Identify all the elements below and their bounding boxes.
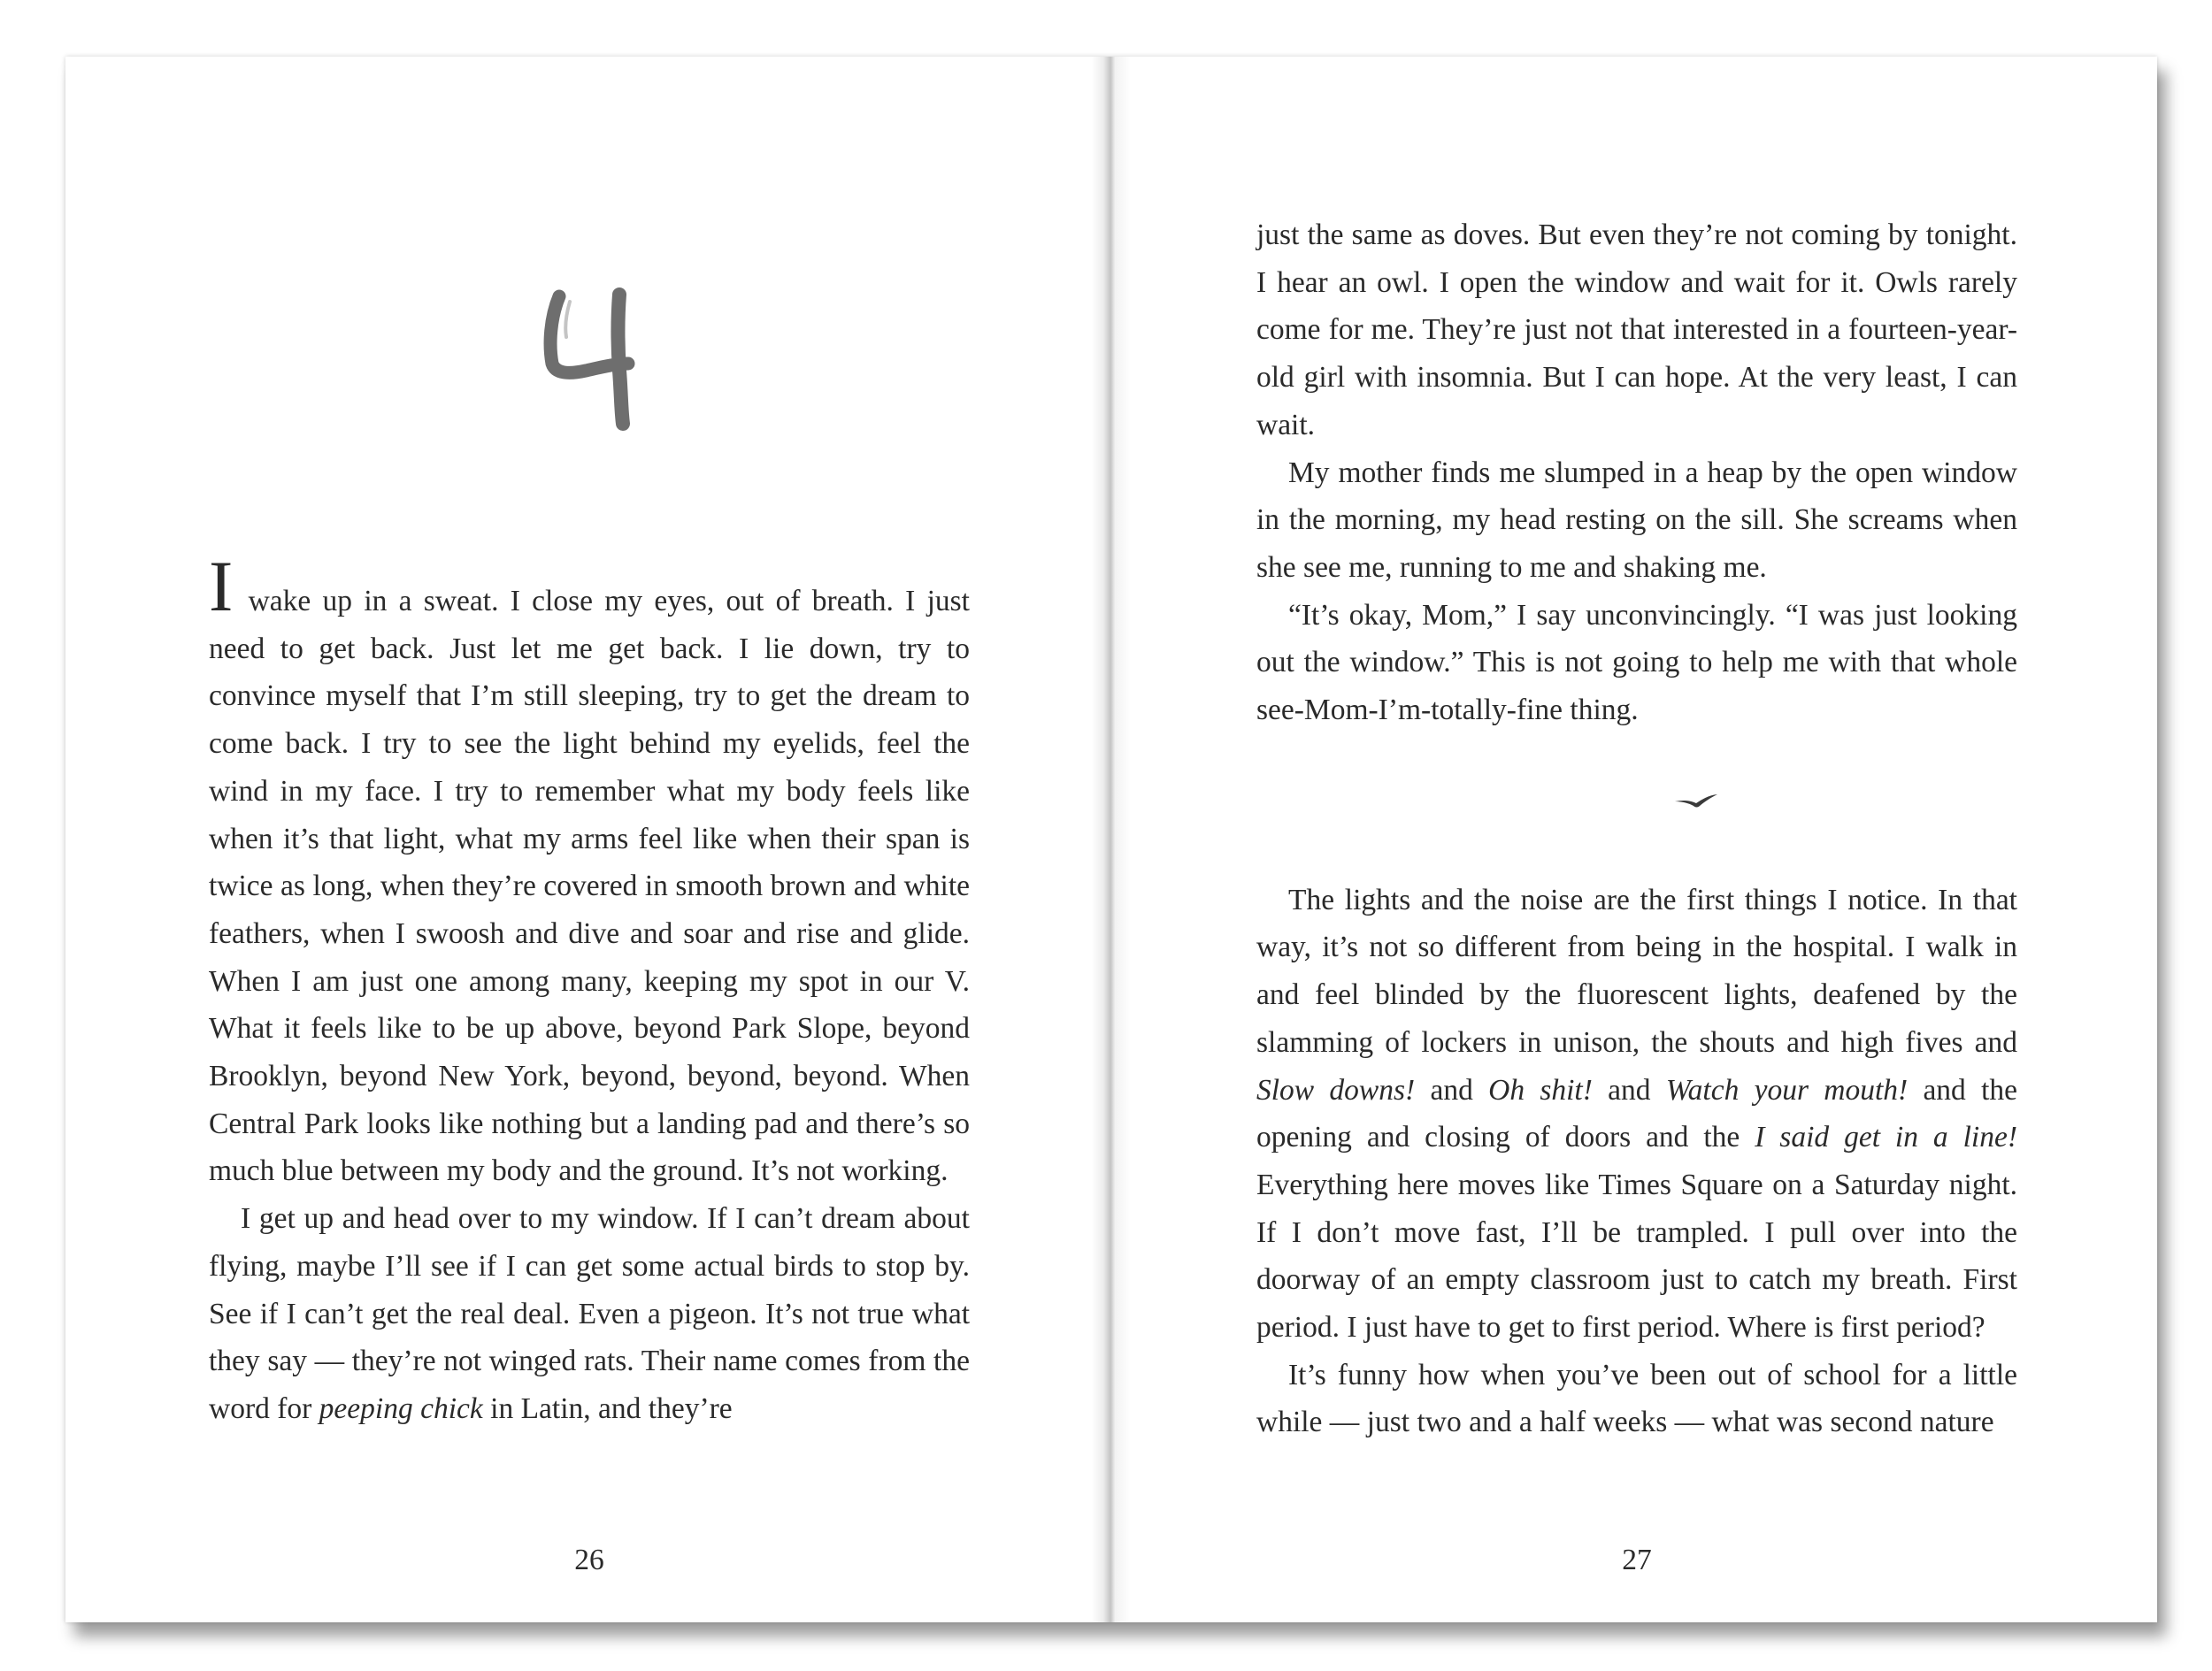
- page-number: 27: [1622, 1544, 1652, 1576]
- paragraph: The lights and the noise are the first things I notice. In that way, it’s not so different from being in the hospital. I walk in and feel blinded by the fluorescent lights, deafened by the slamming of lockers in unison, the shouts and high fives and Slow downs! and Oh shit! and Watch your mouth! and the opening and closing of doors and the I said get in a line! Everything here moves like Times Square on a Saturday night. If I don’t move fast, I’ll be trampled. I pull over into the doorway of an empty classroom just to catch my breath. First period. I just have to get to first period. Where is first period?: [1256, 883, 2018, 1345]
- section-break: [1256, 734, 2017, 877]
- left-page-body: [209, 546, 970, 1433]
- italic-phrase: Oh shit!: [1488, 1073, 1593, 1107]
- paragraph: “It’s okay, Mom,” I say unconvincingly. “I was just looking out the window.” This is not going to help me with that whole see-Mom-I’m-totally-fine thing.: [1256, 598, 2017, 727]
- paragraph: I get up and head over to my window. If I can’t dream about flying, maybe I’ll see if I can get some actual birds to stop by. See if I can’t get the real deal. Even a pigeon. It’s not true what they say — they’re not winged rats. Their name comes from the word for peeping chick in Latin, and they’re: [209, 1202, 970, 1425]
- chapter-number-4: [543, 282, 649, 433]
- paragraph: I wake up in a sweat. I close my eyes, out of breath. I just need to get back. Just let me get back. I lie down, try to convince myself that I’m still sleeping, try to get the dream to come back. I try to see the light behind my eyelids, feel the wind in my face. I try to remember what my body feels like when it’s that light, what my arms feel like when their span is twice as long, when they’re covered in smooth brown and white feathers, when I swoosh and dive and soar and rise and glide. When I am just one among many, keeping my spot in our V. What it feels like to be up above, beyond Park Slope, beyond Brooklyn, beyond New York, beyond, beyond, beyond. When Central Park looks like nothing but a landing pad and there’s so much blue between my body and the ground. It’s not working.: [209, 546, 970, 1188]
- italic-phrase: peeping chick: [319, 1391, 483, 1425]
- right-page-body: [1256, 211, 2017, 1446]
- left-page: [65, 57, 1111, 1622]
- italic-phrase: I said get in a line!: [1755, 1121, 2017, 1154]
- bird-ornament-icon: [1671, 787, 1721, 814]
- paragraph: just the same as doves. But even they’re not coming by tonight. I hear an owl. I open the window and wait for it. Owls rarely come for me. They’re just not that interested in a fourteen-year-old girl with insomnia. But I can hope. At the very least, I can wait.: [1256, 218, 2017, 441]
- drop-cap: I: [209, 546, 234, 626]
- italic-phrase: Slow downs!: [1256, 1073, 1416, 1107]
- paragraph: It’s funny how when you’ve been out of school for a little while — just two and a half weeks — what was second nature: [1256, 1358, 2017, 1439]
- page-number: 26: [574, 1544, 604, 1576]
- italic-phrase: Watch your mouth!: [1665, 1073, 1909, 1107]
- paragraph: My mother finds me slumped in a heap by the open window in the morning, my head resting on the sill. She screams when she see me, running to me and shaking me.: [1256, 456, 2017, 584]
- book-spread: [65, 57, 2157, 1622]
- right-page: [1111, 57, 2157, 1622]
